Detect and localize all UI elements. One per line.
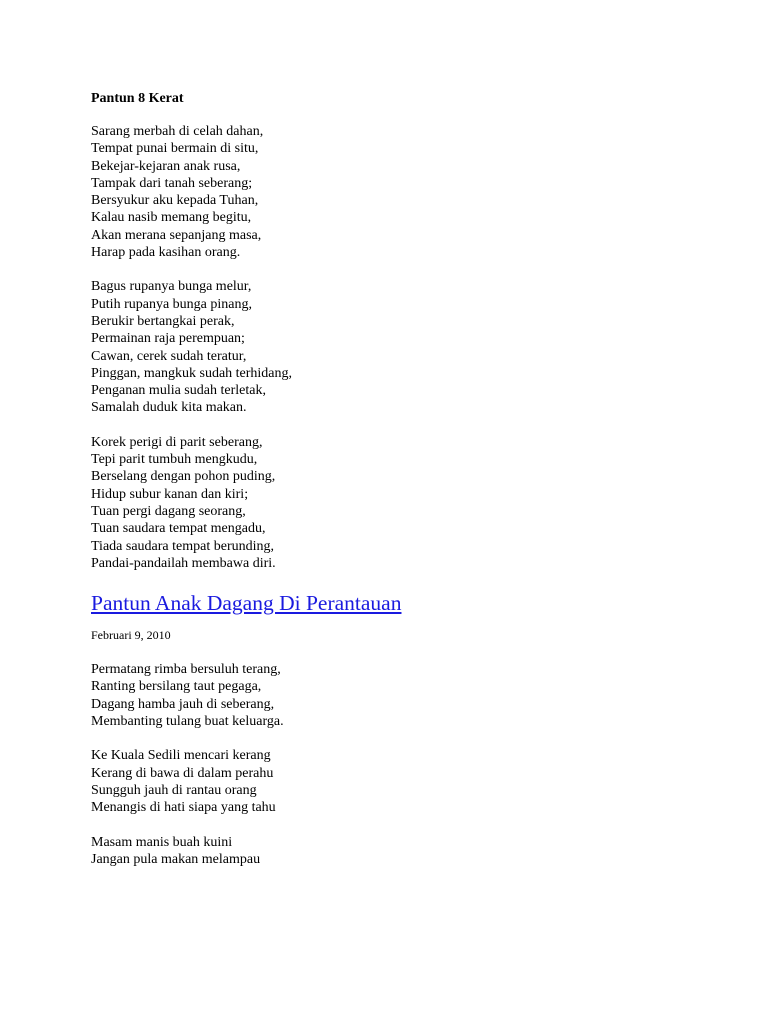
poem-line: Harap pada kasihan orang. xyxy=(91,245,241,261)
post-date: Februari 9, 2010 xyxy=(91,628,171,643)
poem-line: Kerang di bawa di dalam perahu xyxy=(91,765,274,781)
poem-line: Ke Kuala Sedili mencari kerang xyxy=(91,748,271,764)
poem-line: Tuan saudara tempat mengadu, xyxy=(91,521,266,537)
poem-line: Sungguh jauh di rantau orang xyxy=(91,782,257,798)
poem-line: Akan merana sepanjang masa, xyxy=(91,227,262,243)
stanza xyxy=(91,747,731,816)
poem-line: Penganan mulia sudah terletak, xyxy=(91,383,266,399)
poem-line: Bekejar-kejaran anak rusa, xyxy=(91,158,241,174)
poem-line: Berukir bertangkai perak, xyxy=(91,313,235,329)
poem-line: Dagang hamba jauh di seberang, xyxy=(91,696,275,712)
poem-line: Putih rupanya bunga pinang, xyxy=(91,296,252,312)
poem-line: Berselang dengan pohon puding, xyxy=(91,469,276,485)
stanza xyxy=(91,661,731,730)
post-title-link[interactable]: Pantun Anak Dagang Di Perantauan xyxy=(91,591,402,616)
poem-line: Tempat punai bermain di situ, xyxy=(91,141,259,157)
stanza xyxy=(91,434,731,572)
poem-line: Tiada saudara tempat berunding, xyxy=(91,538,274,554)
poem-line: Tepi parit tumbuh mengkudu, xyxy=(91,452,258,468)
poem-line: Permainan raja perempuan; xyxy=(91,331,245,347)
poem-line: Pinggan, mangkuk sudah terhidang, xyxy=(91,365,293,381)
poem-line: Ranting bersilang taut pegaga, xyxy=(91,679,262,695)
stanza xyxy=(91,123,731,261)
section-heading: Pantun 8 Kerat xyxy=(91,91,184,106)
poem-line: Samalah duduk kita makan. xyxy=(91,400,247,416)
poem-line: Pandai-pandailah membawa diri. xyxy=(91,555,276,571)
poem-line: Cawan, cerek sudah teratur, xyxy=(91,348,247,364)
poem-line: Membanting tulang buat keluarga. xyxy=(91,714,284,730)
poem-line: Bagus rupanya bunga melur, xyxy=(91,279,252,295)
poem-line: Bersyukur aku kepada Tuhan, xyxy=(91,193,259,209)
poem-line: Masam manis buah kuini xyxy=(91,834,233,850)
poem-line: Hidup subur kanan dan kiri; xyxy=(91,486,249,502)
stanza xyxy=(91,278,731,416)
poem-line: Kalau nasib memang begitu, xyxy=(91,210,252,226)
poem-line: Sarang merbah di celah dahan, xyxy=(91,124,264,139)
document-page xyxy=(91,90,731,885)
poem-line: Tampak dari tanah seberang; xyxy=(91,175,253,191)
poem-line: Jangan pula makan melampau xyxy=(91,851,261,867)
poem-line: Menangis di hati siapa yang tahu xyxy=(91,800,276,816)
poem-line: Permatang rimba bersuluh terang, xyxy=(91,662,281,678)
poem-line: Tuan pergi dagang seorang, xyxy=(91,503,246,519)
poem-line: Korek perigi di parit seberang, xyxy=(91,434,263,450)
stanza xyxy=(91,834,731,869)
